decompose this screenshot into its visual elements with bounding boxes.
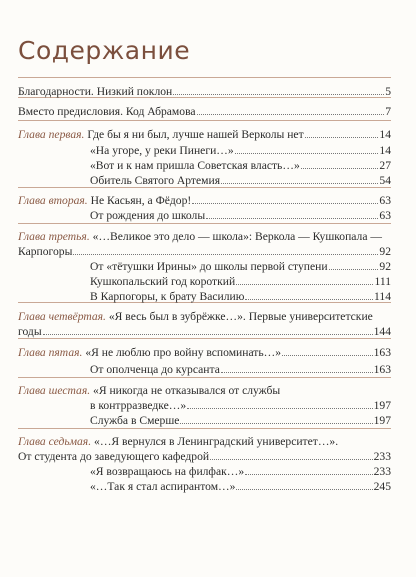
toc-entry-page: 7 xyxy=(385,105,391,118)
toc-entry-page: 163 xyxy=(373,363,391,376)
toc-entry[interactable] xyxy=(90,259,391,274)
toc-entry-heading[interactable] xyxy=(18,434,391,449)
divider xyxy=(18,77,391,78)
dot-leader xyxy=(305,127,379,138)
toc-entry-text: в контрразведке…» xyxy=(90,399,187,412)
dot-leader xyxy=(282,345,373,356)
toc-entry-text: Где бы я ни был, лучше нашей Верколы нет xyxy=(87,128,304,141)
toc-entry-page: 197 xyxy=(373,414,391,427)
toc-entry-page: 27 xyxy=(379,159,391,172)
dot-leader xyxy=(221,362,373,373)
dot-leader xyxy=(187,398,372,409)
toc-entry-text: «Вот и к нам пришла Советская власть…» xyxy=(90,159,300,172)
toc-entry-text: От ополченца до курсанта xyxy=(90,363,220,376)
toc-entry-text: «Я весь был в зубрёжке…». Первые университетские xyxy=(108,310,373,323)
dot-leader xyxy=(221,173,378,184)
dot-leader xyxy=(235,143,379,154)
toc-entry[interactable] xyxy=(18,193,391,208)
toc-entry-text: В Карпогоры, к брату Василию xyxy=(90,290,245,303)
toc-entry-page: 163 xyxy=(373,346,391,359)
toc-entry-page: 144 xyxy=(373,325,391,338)
divider xyxy=(18,377,391,378)
toc-entry-text: От рождения до школы xyxy=(90,209,206,222)
toc-entry[interactable] xyxy=(18,324,391,339)
toc-entry-heading[interactable] xyxy=(18,309,391,324)
chapter-label: Глава третья. xyxy=(18,230,90,243)
chapter-label: Глава четвёртая. xyxy=(18,310,106,323)
toc-entry-text: Вместо предисловия. Код Абрамова xyxy=(18,105,196,118)
toc-entry-page: 5 xyxy=(385,85,391,98)
toc-entry-text: годы xyxy=(18,325,42,338)
toc-entry[interactable] xyxy=(90,274,391,289)
toc-entry-text: «Я никогда не отказывался от службы xyxy=(93,384,281,397)
toc-entry-text: «…Так я стал аспирантом…» xyxy=(90,480,236,493)
dot-leader xyxy=(210,449,373,460)
toc-entry-page: 63 xyxy=(379,194,391,207)
toc-entry-text: «Я не люблю про войну вспоминать…» xyxy=(85,346,282,359)
page-title: Содержание xyxy=(18,36,191,65)
chapter-label: Глава вторая. xyxy=(18,194,88,207)
toc-entry-page: 14 xyxy=(379,128,391,141)
toc-entry-text: От студента до заведующего кафедрой xyxy=(18,450,210,463)
dot-leader xyxy=(301,158,379,169)
divider xyxy=(18,120,391,121)
toc-entry-page: 111 xyxy=(374,275,391,288)
toc-entry[interactable] xyxy=(18,449,391,464)
toc-entry-page: 14 xyxy=(379,144,391,157)
toc-entry-page: 54 xyxy=(379,174,391,187)
toc-entry[interactable] xyxy=(90,158,391,173)
toc-entry[interactable] xyxy=(90,208,391,223)
toc-entry[interactable] xyxy=(90,289,391,304)
toc-entry-text: Благодарности. Низкий поклон xyxy=(18,85,173,98)
toc-entry[interactable] xyxy=(90,143,391,158)
dot-leader xyxy=(192,193,378,204)
dot-leader xyxy=(245,289,373,300)
dot-leader xyxy=(73,244,378,255)
toc-entry[interactable] xyxy=(18,84,391,99)
toc-entry-text: Кушкопальский год короткий xyxy=(90,275,236,288)
toc-entry-page: 92 xyxy=(379,245,391,258)
toc-entry[interactable] xyxy=(18,244,391,259)
toc-entry-text: Обитель Святого Артемия xyxy=(90,174,221,187)
toc-entry-heading[interactable] xyxy=(18,383,391,398)
dot-leader xyxy=(173,84,384,95)
toc-entry-page: 233 xyxy=(373,450,391,463)
dot-leader xyxy=(180,413,372,424)
toc-entry-text: Карпогоры xyxy=(18,245,73,258)
dot-leader xyxy=(245,464,372,475)
divider xyxy=(18,223,391,224)
toc-entry[interactable] xyxy=(90,479,391,494)
toc-entry[interactable] xyxy=(90,173,391,188)
toc-entry[interactable] xyxy=(18,345,391,360)
toc-entry-text: Не Касьян, а Фёдор! xyxy=(90,194,192,207)
toc-entry[interactable] xyxy=(90,413,391,428)
toc-entry[interactable] xyxy=(18,127,391,142)
toc-entry-heading[interactable] xyxy=(18,229,391,244)
dot-leader xyxy=(206,208,378,219)
divider xyxy=(18,428,391,429)
toc-entry[interactable] xyxy=(90,398,391,413)
toc-entry[interactable] xyxy=(90,362,391,377)
toc-entry-text: «Я возвращаюсь на филфак…» xyxy=(90,465,245,478)
toc-entry-text: «На угоре, у реки Пинеги…» xyxy=(90,144,234,157)
toc-entry-page: 63 xyxy=(379,209,391,222)
toc-entry[interactable] xyxy=(90,464,391,479)
chapter-label: Глава первая. xyxy=(18,128,85,141)
dot-leader xyxy=(236,274,373,285)
toc-entry-text: От «тётушки Ирины» до школы первой ступени xyxy=(90,260,328,273)
toc-entry-text: «…Великое это дело — школа»: Веркола — Кушкопала — xyxy=(92,230,382,243)
toc-entry-page: 92 xyxy=(379,260,391,273)
dot-leader xyxy=(236,479,372,490)
toc-entry-text: Служба в Смерше xyxy=(90,414,180,427)
toc-entry-page: 245 xyxy=(373,480,391,493)
chapter-label: Глава пятая. xyxy=(18,346,83,359)
dot-leader xyxy=(329,259,379,270)
toc-entry-page: 114 xyxy=(374,290,391,303)
dot-leader xyxy=(197,104,385,115)
toc-entry-page: 233 xyxy=(373,465,391,478)
toc-entry-page: 197 xyxy=(373,399,391,412)
chapter-label: Глава шестая. xyxy=(18,384,91,397)
toc-entry-text: «…Я вернулся в Ленинградский университет…». xyxy=(94,435,339,448)
dot-leader xyxy=(43,324,373,335)
chapter-label: Глава седьмая. xyxy=(18,435,92,448)
toc-entry[interactable] xyxy=(18,104,391,119)
